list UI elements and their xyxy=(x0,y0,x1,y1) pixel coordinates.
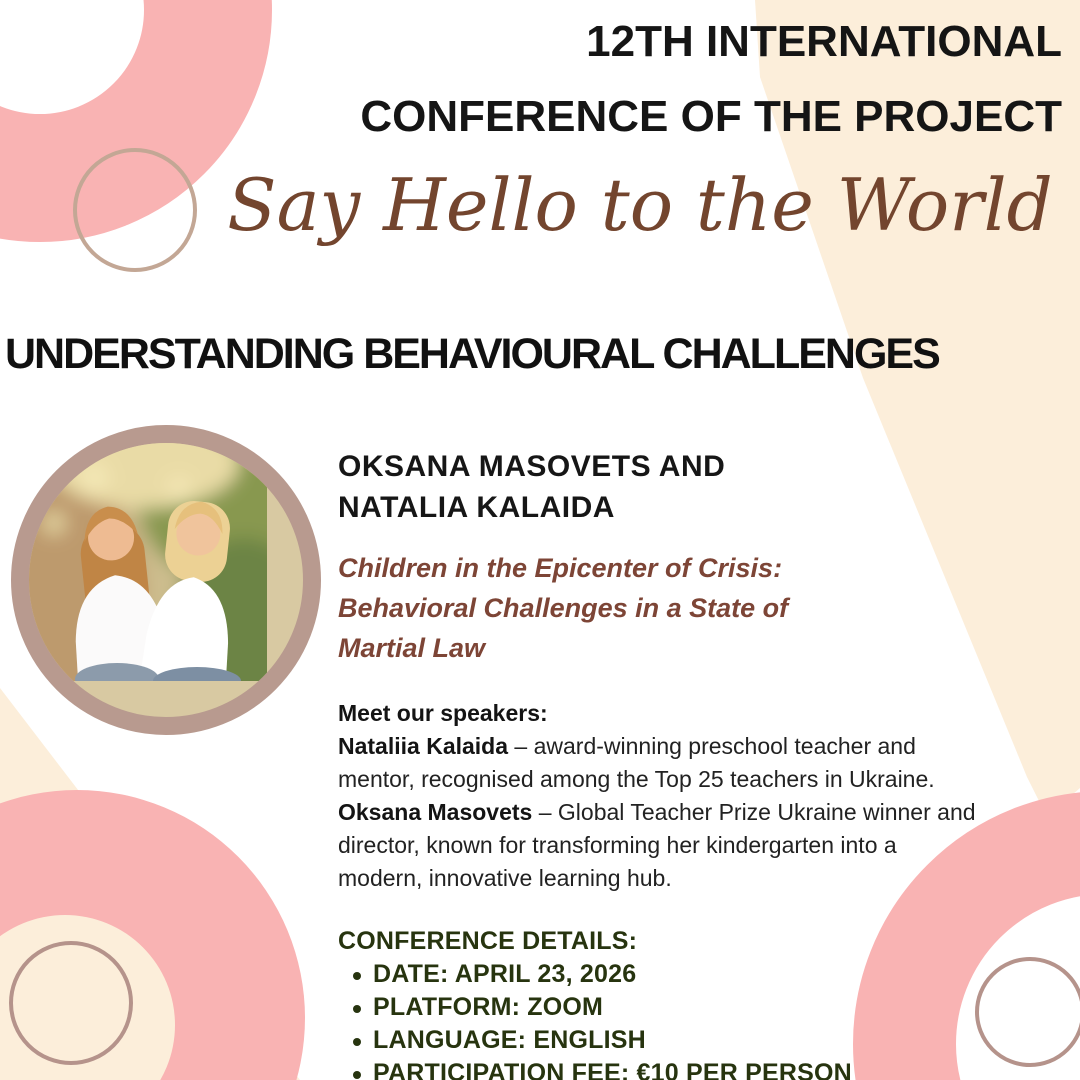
detail-item-fee xyxy=(338,1057,852,1080)
header-line-1: 12TH INTERNATIONAL xyxy=(586,17,1062,66)
bullet-dot xyxy=(353,972,361,980)
detail-text: PLATFORM: ZOOM xyxy=(373,993,604,1021)
speaker-bios xyxy=(338,697,986,895)
conference-details-title: CONFERENCE DETAILS: xyxy=(338,927,638,955)
decorative-tan-circle-outline-bottom-left xyxy=(9,941,133,1065)
speakers-intro: Meet our speakers: xyxy=(338,700,548,726)
header-line-2: CONFERENCE OF THE PROJECT xyxy=(360,92,1062,141)
poster-headline: UNDERSTANDING BEHAVIOURAL CHALLENGES xyxy=(5,330,939,378)
detail-text: PARTICIPATION FEE: €10 PER PERSON xyxy=(373,1059,852,1080)
detail-text: DATE: APRIL 23, 2026 xyxy=(373,960,637,988)
speaker-names-line-1: OKSANA MASOVETS AND xyxy=(338,450,726,483)
project-name-script: Say Hello to the World xyxy=(227,163,1053,247)
detail-item-date xyxy=(338,958,852,991)
speaker-names-line-2: NATALIA KALAIDA xyxy=(338,491,615,524)
bullet-dot xyxy=(353,1038,361,1046)
speaker-bio xyxy=(338,730,986,796)
bullet-dot xyxy=(353,1005,361,1013)
speaker-description: – Global Teacher Prize Ukraine winner and director, known for transforming her kindergarten into a modern, innovative learning hub. xyxy=(338,799,976,891)
detail-item-platform xyxy=(338,991,852,1024)
bullet-dot xyxy=(353,1071,361,1079)
speaker-name: Oksana Masovets xyxy=(338,799,533,825)
talk-title xyxy=(338,548,788,668)
speakers-photo-illustration xyxy=(29,443,267,681)
speaker-names xyxy=(338,446,725,528)
speaker-bio xyxy=(338,796,986,895)
speaker-description: – award-winning preschool teacher and mentor, recognised among the Top 25 teachers in Ukraine. xyxy=(338,733,935,792)
speaker-name: Nataliia Kalaida xyxy=(338,733,509,759)
speakers-photo xyxy=(11,425,321,735)
conference-details xyxy=(338,925,852,1080)
decorative-tan-circle-outline-top-left xyxy=(73,148,197,272)
detail-text: LANGUAGE: ENGLISH xyxy=(373,1026,646,1054)
talk-title-line-2: Behavioral Challenges in a State of xyxy=(338,593,789,623)
decorative-tan-circle-outline-bottom-right xyxy=(975,957,1080,1067)
conference-header xyxy=(360,4,1062,154)
detail-item-language xyxy=(338,1024,852,1057)
talk-title-line-3: Martial Law xyxy=(338,633,486,663)
talk-title-line-1: Children in the Epicenter of Crisis: xyxy=(338,553,783,583)
